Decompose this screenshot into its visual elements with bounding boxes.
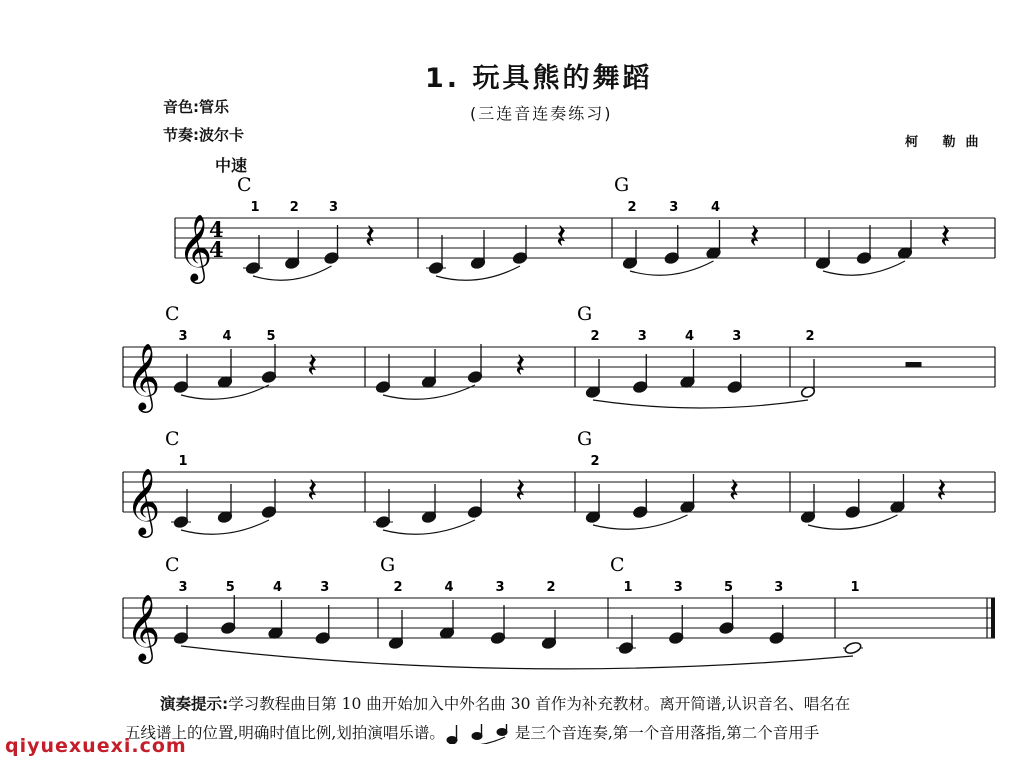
staff-system-1 [175,174,995,284]
fingering-number: 3 [774,580,784,595]
note-head [844,641,862,655]
fingering-number: 2 [627,200,637,215]
fingering-number: 3 [732,329,742,344]
quarter-rest-icon: 𝄽 [307,346,318,386]
chord-symbol: C [237,174,252,196]
fingering-number: 3 [320,580,330,595]
slur [181,646,853,669]
fingering-number: 3 [637,329,647,344]
fingering-number: 4 [272,580,283,595]
tips-text-2b: 是三个音连奏,第一个音用落指,第二个音用手 [514,724,820,742]
treble-clef-icon: 𝄞 [126,342,161,410]
fingering-number: 1 [178,454,188,469]
time-signature-bottom: 4 [209,237,224,262]
quarter-rest-icon: 𝄽 [728,471,740,511]
fingering-number: 3 [673,580,683,595]
chord-symbol: C [165,303,180,325]
fingering-number: 3 [178,580,188,595]
chord-symbol: C [165,428,180,450]
watermark-text: qiyuexuexi.com [5,735,187,757]
quarter-rest-icon: 𝄽 [936,471,947,511]
fingering-number: 2 [590,454,600,469]
piece-title: 1. 玩具熊的舞蹈 [425,63,653,94]
quarter-rest-icon: 𝄽 [749,217,760,257]
rhythm-label: 节奏:波尔卡 [163,126,244,144]
chord-symbol: G [577,428,593,450]
performance-tips [125,690,1000,748]
slur [593,400,808,408]
chord-symbol: G [577,303,593,325]
staff-system-4 [123,554,995,669]
quarter-rest-icon: 𝄽 [515,346,526,386]
final-barline-thick [991,598,995,638]
time-signature-top: 4 [209,217,224,242]
fingering-number: 3 [328,200,339,215]
tips-text-1: 学习教程曲目第 10 曲开始加入中外名曲 30 首作为补充教材。离开简谱,认识音名、唱名在 [228,695,851,713]
tips-line-2 [125,719,1000,748]
quarter-rest-icon: 𝄽 [307,471,318,511]
fingering-number: 3 [669,200,679,215]
chord-symbol: G [614,174,630,196]
chord-symbol: C [165,554,180,576]
fingering-number: 2 [546,580,556,595]
piece-subtitle: (三连音连奏练习) [470,104,613,123]
chord-symbol: C [610,554,625,576]
chord-symbol: G [380,554,396,576]
composer-credit: 柯 勒曲 [905,135,989,150]
treble-clef-icon: 𝄞 [126,593,161,661]
fingering-number: 3 [495,580,505,595]
fingering-number: 4 [684,329,695,344]
fingering-number: 1 [850,580,860,595]
timbre-label: 音色:管乐 [163,98,229,116]
fingering-number: 5 [225,580,235,595]
treble-clef-icon: 𝄞 [178,213,213,281]
fingering-number: 1 [250,200,260,215]
fingering-number: 4 [710,200,721,215]
tips-line-1 [160,690,1000,719]
quarter-rest-icon: 𝄽 [364,217,376,257]
tips-text-2a: 五线谱上的位置,明确时值比例,划拍演唱乐谱。 [125,724,445,742]
staff-system-3 [123,428,995,538]
tempo-marking: 中速 [215,156,248,175]
tips-label: 演奏提示: [160,695,229,713]
fingering-number: 2 [393,580,403,595]
fingering-number: 5 [266,329,276,344]
quarter-rest-icon: 𝄽 [515,471,526,511]
quarter-rest-icon: 𝄽 [556,217,567,257]
treble-clef-icon: 𝄞 [126,467,161,535]
half-rest-icon [906,362,922,367]
fingering-number: 4 [444,580,454,595]
fingering-number: 4 [222,329,232,344]
fingering-number: 3 [178,329,188,344]
fingering-number: 2 [590,329,600,344]
fingering-number: 1 [623,580,633,595]
fingering-number: 2 [289,200,299,215]
quarter-rest-icon: 𝄽 [940,217,951,257]
triplet-notes-icon [445,724,515,744]
fingering-number: 5 [723,580,734,595]
staff-system-2 [123,303,995,413]
fingering-number: 2 [805,329,815,344]
